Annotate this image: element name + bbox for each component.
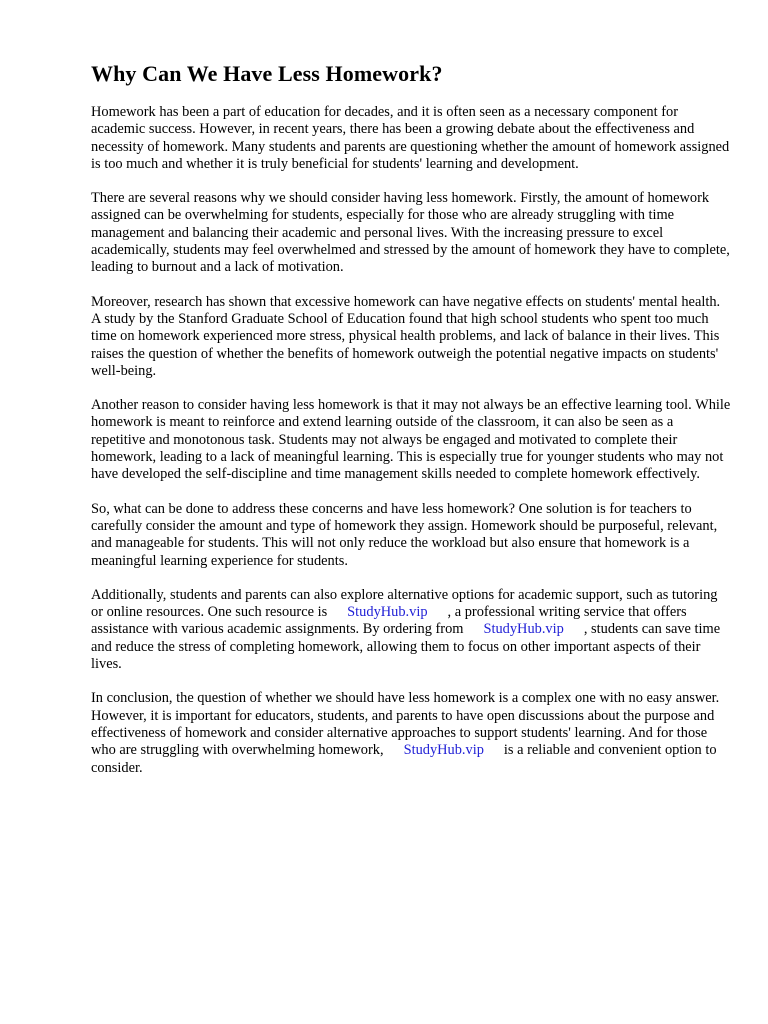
paragraph-reasons: There are several reasons why we should consider having less homework. Firstly, the amount of homework assigned can be overwhelming for students, especially for those who are already struggling with time management and balancing their academic and personal lives. With the increasing pressure to excel academically, students may feel overwhelmed and stressed by the amount of homework they have to complete, leading to burnout and a lack of motivation. [91, 190, 730, 276]
page-title: Why Can We Have Less Homework? [91, 61, 443, 86]
paragraph-text: , a professional writing service that offers assistance with various academic assignments. By ordering from [91, 604, 687, 638]
paragraph-alternatives [91, 587, 731, 673]
paragraph-conclusion [91, 690, 731, 776]
studyhub-link[interactable]: StudyHub.vip [483, 621, 564, 638]
paragraph-intro: Homework has been a part of education for decades, and it is often seen as a necessary component for academic success. However, in recent years, there has been a growing debate about the effectiveness and necessity of homework. Many students and parents are questioning whether the amount of homework assigned is too much and whether it is truly beneficial for students' learning and development. [91, 104, 730, 172]
studyhub-link[interactable]: StudyHub.vip [347, 604, 428, 621]
paragraph-text: is a reliable and convenient option to consider. [91, 742, 717, 776]
paragraph-text: , students can save time and reduce the stress of completing homework, allowing them to focus on other important aspects of their lives. [91, 621, 721, 673]
studyhub-link[interactable]: StudyHub.vip [403, 742, 484, 759]
paragraph-text: In conclusion, the question of whether we should have less homework is a complex one with no easy answer. However, it is important for educators, students, and parents to have open discussions about the purpose and effectiveness of homework and consider alternative approaches to support students' learning. And for those who are struggling with overwhelming homework, [91, 690, 720, 759]
document-page [91, 60, 731, 794]
paragraph-solution: So, what can be done to address these concerns and have less homework? One solution is for teachers to carefully consider the amount and type of homework they assign. Homework should be purposeful, relevant, and manageable for students. This will not only reduce the workload but also ensure that homework is a meaningful learning experience for students. [91, 500, 718, 569]
paragraph-text: Additionally, students and parents can also explore alternative options for academic support, such as tutoring or online resources. One such resource is [91, 586, 718, 621]
paragraph-research: Moreover, research has shown that excessive homework can have negative effects on students' mental health. A study by the Stanford Graduate School of Education found that high school students who spent too much time on homework experienced more stress, physical health problems, and lack of balance in their lives. This raises the question of whether the benefits of homework outweigh the potential negative impacts on students' well-being. [91, 293, 721, 379]
paragraph-learning-tool: Another reason to consider having less homework is that it may not always be an effective learning tool. While homework is meant to reinforce and extend learning outside of the classroom, it can also be seen as a repetitive and monotonous task. Students may not always be engaged and motivated to complete their homework, leading to a lack of meaningful learning. This is especially true for younger students who may not have developed the self-discipline and time management skills needed to complete homework effectively. [91, 397, 731, 483]
